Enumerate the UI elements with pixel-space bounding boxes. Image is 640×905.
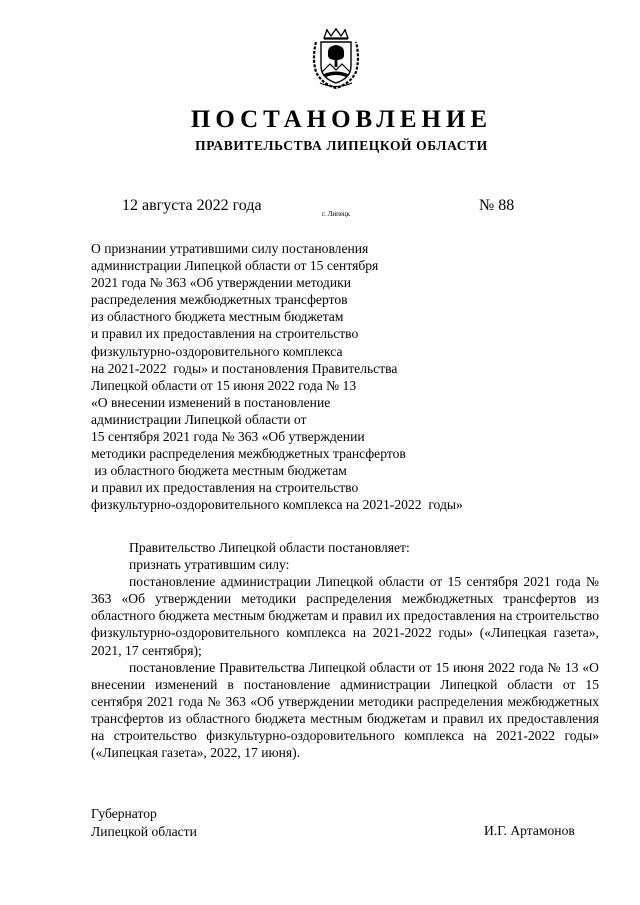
document-title: ПОСТАНОВЛЕНИЕ [190,106,493,133]
signature-position [91,805,197,840]
signature-position-line-1: Губернатор [91,806,157,821]
body-item-2: постановление Правительства Липецкой области от 15 июня 2022 года № 13 «О внесении изменений в постановление администрации Липецкой области от 15 сентября 2021 года № 363 «Об утверждении методики распределения межбюджетных трансфертов из областного бюджета местным бюджетам и правил их предоставления на строительство физкультурно-оздоровительного комплекса на 2021-2022 годы» («Липецкая газета», 2022, 17 июня). [91,659,599,761]
subject-line: физкультурно-оздоровительного комплекса [91,343,343,359]
document-city: г. Липецк [322,210,351,218]
signature-position-line-2: Липецкой области [91,823,197,839]
document-body [91,539,599,761]
subject-line: Липецкой области от 15 июня 2022 года № 13 [91,377,357,393]
document-number: № 88 [479,197,515,214]
subject-line: администрации Липецкой области от [91,411,307,427]
subject-line: и правил их предоставления на строительство [91,326,359,342]
document-subject [91,240,551,514]
coat-of-arms-icon [310,28,362,90]
signature-name: И.Г. Артамонов [484,823,575,838]
subject-line: 15 сентября 2021 года № 363 «Об утверждении [91,429,365,445]
body-item-1: постановление администрации Липецкой области от 15 сентября 2021 года № 363 «Об утверждении методики распределения межбюджетных трансфертов из областного бюджета местным бюджетам и правил их предоставления на строительство физкультурно-оздоровительного комплекса на 2021-2022 годы» («Липецкая газета», 2021, 17 сентября); [91,574,599,658]
subject-line: распределения межбюджетных трансфертов [91,292,348,308]
subject-line: 2021 года № 363 «Об утверждении методики [91,275,352,291]
subject-line: администрации Липецкой области от 15 сентября [91,258,379,274]
subject-line: на 2021-2022 годы» и постановления Правительства [91,360,398,376]
subject-line: О признании утратившими силу постановления [91,241,369,256]
subject-line: «О внесении изменений в постановление [91,394,331,410]
subject-line: физкультурно-оздоровительного комплекса на 2021-2022 годы» [91,497,463,513]
subject-line: методики распределения межбюджетных трансфертов [91,446,406,462]
subject-line: и правил их предоставления на строительство [91,480,359,496]
subject-line: из областного бюджета местным бюджетам [91,463,347,479]
body-intro: Правительство Липецкой области постановляет: [129,540,410,555]
subject-line: из областного бюджета местным бюджетам [91,309,344,325]
document-date: 12 августа 2022 года [122,197,262,214]
body-declare: признать утратившим силу: [129,557,290,573]
document-subtitle: ПРАВИТЕЛЬСТВА ЛИПЕЦКОЙ ОБЛАСТИ [195,138,488,153]
